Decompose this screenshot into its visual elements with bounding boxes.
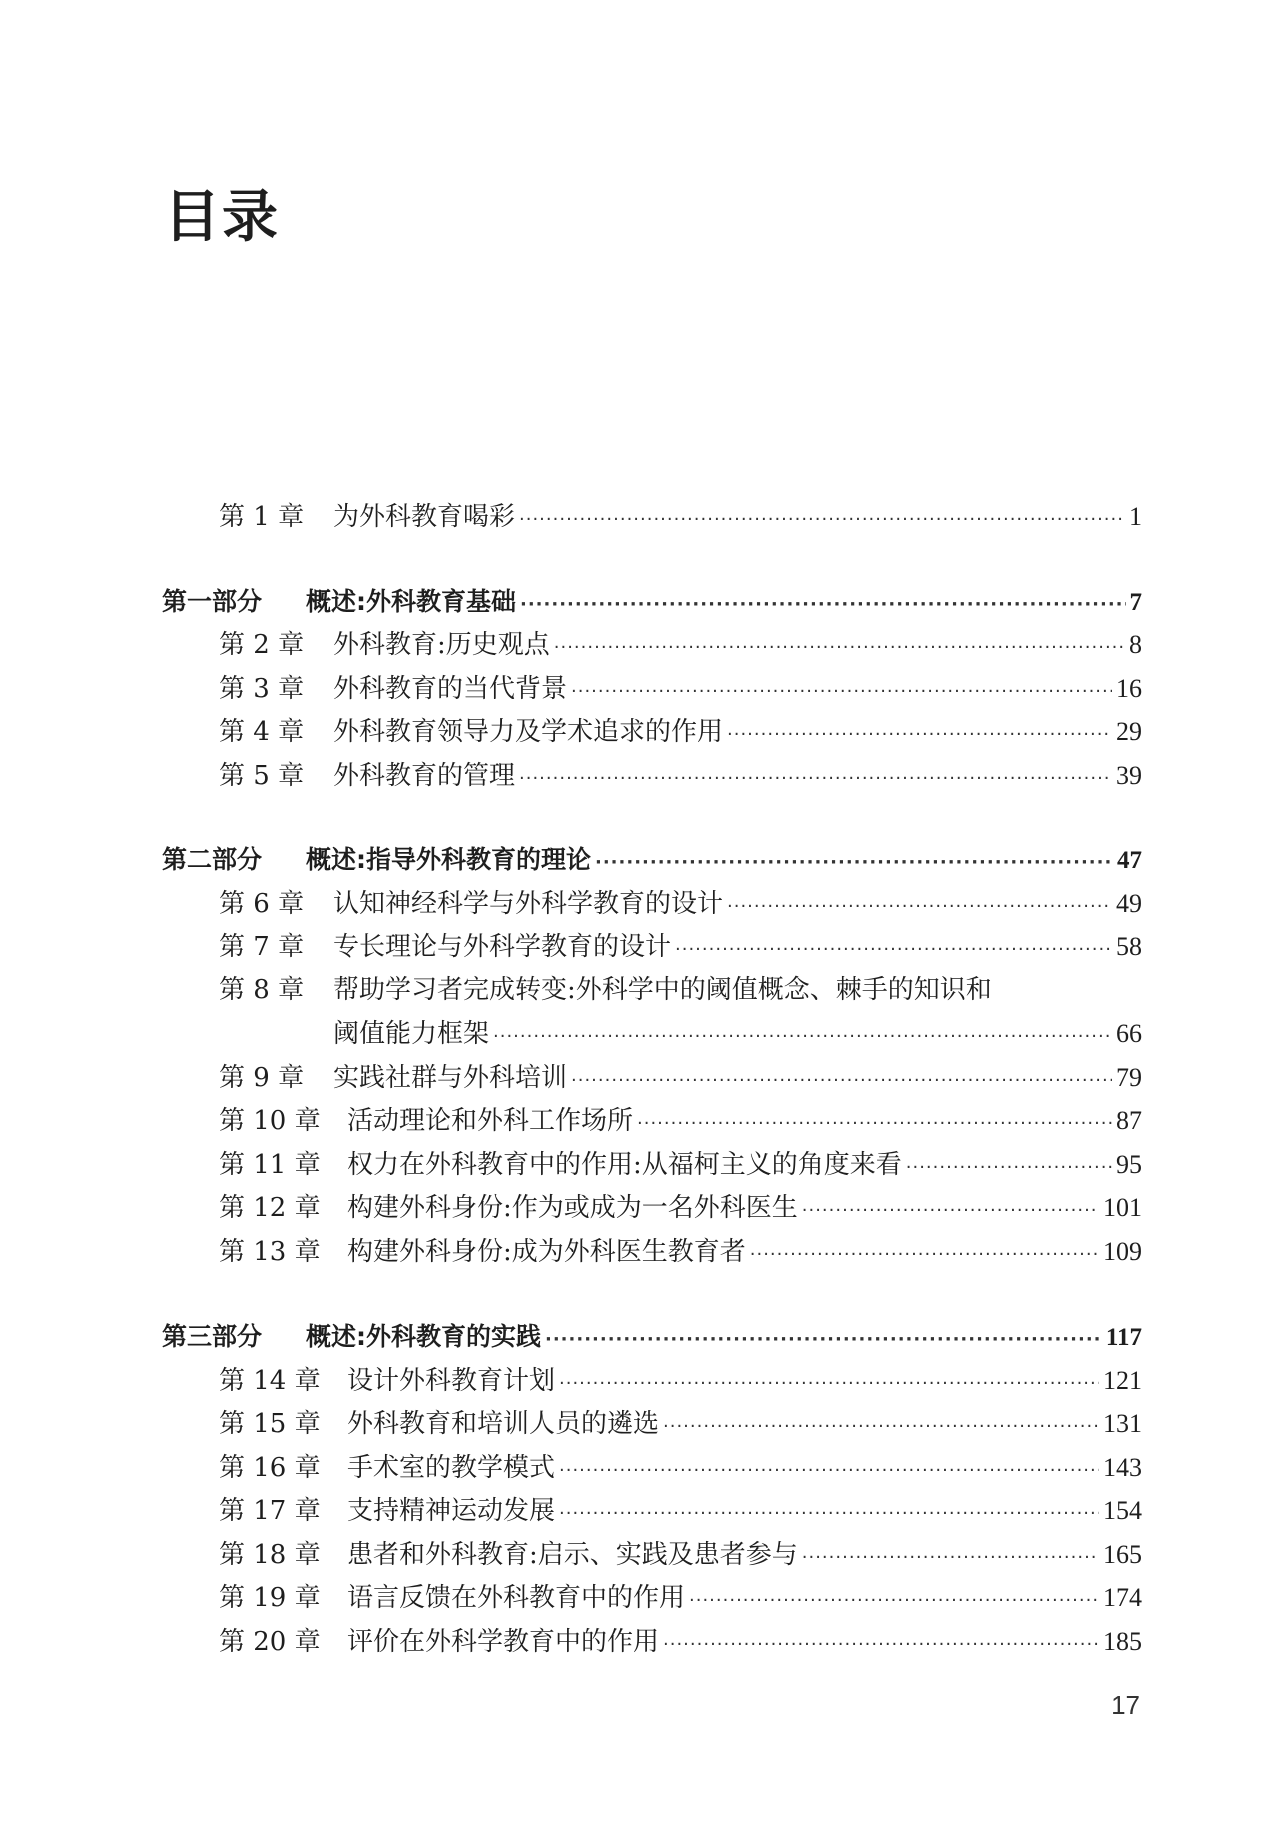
chapter-label: 第 11 章 [219, 1149, 321, 1180]
chapter-title: 为外科教育喝彩 [333, 502, 516, 532]
page-ref: 154 [1103, 1496, 1142, 1525]
toc-entry-chapter-4[interactable] [162, 710, 1142, 754]
dot-leader [727, 885, 1112, 929]
page-ref: 109 [1103, 1236, 1142, 1266]
dot-leader [750, 1233, 1099, 1277]
dot-leader [675, 928, 1112, 972]
page-ref: 121 [1103, 1365, 1142, 1395]
chapter-label: 第 20 章 [219, 1626, 321, 1657]
chapter-label: 第 18 章 [219, 1539, 321, 1570]
page-ref: 117 [1105, 1324, 1142, 1351]
dot-leader [545, 1318, 1102, 1362]
dot-leader [802, 1189, 1099, 1233]
dot-leader [559, 1362, 1099, 1406]
page-ref: 87 [1116, 1106, 1142, 1135]
dot-leader [571, 1059, 1112, 1103]
page-ref: 185 [1103, 1626, 1142, 1656]
toc-entry-chapter-19[interactable] [162, 1576, 1142, 1620]
chapter-title: 外科教育的当代背景 [333, 673, 568, 704]
chapter-label: 第 6 章 [219, 888, 305, 919]
dot-leader [663, 1405, 1099, 1449]
dot-leader [559, 1449, 1099, 1493]
page-ref: 101 [1103, 1193, 1142, 1222]
part-title: 概述:外科教育基础 [306, 586, 516, 616]
dot-leader [906, 1146, 1112, 1190]
toc-entry-chapter-9[interactable] [162, 1056, 1142, 1100]
dot-leader [519, 757, 1112, 801]
page-ref: 58 [1116, 932, 1142, 961]
page-ref: 49 [1116, 888, 1142, 918]
chapter-label: 第 13 章 [219, 1236, 321, 1267]
chapter-label: 第 19 章 [219, 1583, 321, 1613]
toc-entry-chapter-3[interactable] [162, 667, 1142, 711]
dot-leader [727, 713, 1112, 757]
chapter-label: 第 17 章 [219, 1496, 321, 1526]
chapter-label: 第 4 章 [219, 717, 305, 747]
chapter-label: 第 16 章 [219, 1452, 321, 1483]
dot-leader [689, 1579, 1099, 1623]
chapter-label: 第 2 章 [219, 630, 305, 660]
dot-leader [520, 583, 1126, 627]
chapter-title: 外科教育:历史观点 [333, 630, 550, 660]
page-ref: 174 [1103, 1583, 1142, 1612]
part-label: 第一部分 [162, 586, 263, 616]
page-ref: 29 [1116, 717, 1142, 746]
toc-entry-chapter-13[interactable] [162, 1230, 1142, 1274]
toc-entry-chapter-5[interactable] [162, 754, 1142, 798]
chapter-title: 设计外科教育计划 [347, 1365, 556, 1396]
toc-entry-chapter-20[interactable] [162, 1620, 1142, 1664]
page-ref: 8 [1129, 630, 1142, 659]
toc-entry-chapter-8[interactable] [162, 969, 1142, 1013]
dot-leader [571, 670, 1112, 714]
chapter-title: 活动理论和外科工作场所 [347, 1106, 634, 1136]
page-ref: 7 [1129, 588, 1142, 616]
toc-entry-chapter-12[interactable] [162, 1186, 1142, 1230]
chapter-title: 专长理论与外科学教育的设计 [333, 932, 672, 962]
part-label: 第三部分 [162, 1322, 263, 1351]
chapter-title: 语言反馈在外科教育中的作用 [347, 1583, 686, 1613]
part-title: 概述:外科教育的实践 [306, 1322, 541, 1351]
chapter-title: 构建外科身份:成为外科医生教育者 [347, 1236, 746, 1267]
page-ref: 1 [1129, 502, 1142, 531]
part-title: 概述:指导外科教育的理论 [306, 845, 591, 874]
toc-entry-chapter-16[interactable] [162, 1446, 1142, 1490]
dot-leader [802, 1536, 1099, 1580]
dot-leader [559, 1492, 1099, 1536]
chapter-title: 外科教育的管理 [333, 760, 516, 791]
chapter-title: 认知神经科学与外科学教育的设计 [333, 888, 724, 919]
chapter-label: 第 14 章 [219, 1365, 321, 1396]
toc-entry-part-2[interactable] [162, 838, 1142, 882]
dot-leader [493, 1015, 1112, 1059]
chapter-title: 支持精神运动发展 [347, 1496, 556, 1526]
page-ref: 143 [1103, 1452, 1142, 1482]
chapter-label: 第 15 章 [219, 1409, 321, 1439]
chapter-title: 外科教育领导力及学术追求的作用 [333, 717, 724, 747]
chapter-title: 实践社群与外科培训 [333, 1062, 568, 1093]
chapter-title: 患者和外科教育:启示、实践及患者参与 [347, 1539, 798, 1570]
chapter-label: 第 1 章 [219, 502, 305, 532]
part-label: 第二部分 [162, 845, 263, 874]
toc-entry-part-3[interactable] [162, 1315, 1142, 1359]
dot-leader [663, 1623, 1099, 1667]
dot-leader [519, 498, 1125, 542]
toc-entry-chapter-1[interactable] [162, 495, 1142, 539]
chapter-title: 外科教育和培训人员的遴选 [347, 1409, 660, 1439]
chapter-label: 第 5 章 [219, 760, 305, 791]
page-number: 17 [1111, 1690, 1140, 1720]
toc-entry-chapter-10[interactable] [162, 1099, 1142, 1143]
dot-leader [595, 841, 1113, 885]
toc-entry-chapter-8-continuation[interactable] [162, 1012, 1142, 1056]
table-of-contents [162, 495, 1142, 1663]
toc-entry-chapter-2[interactable] [162, 623, 1142, 667]
chapter-title: 手术室的教学模式 [347, 1452, 556, 1483]
dot-leader [637, 1102, 1112, 1146]
page-ref: 79 [1116, 1062, 1142, 1092]
toc-entry-chapter-15[interactable] [162, 1402, 1142, 1446]
chapter-label: 第 12 章 [219, 1193, 321, 1223]
page-title: 目录 [164, 185, 280, 250]
page-ref: 47 [1117, 847, 1142, 874]
dot-leader [554, 626, 1125, 670]
page-ref: 66 [1116, 1019, 1142, 1048]
chapter-title: 帮助学习者完成转变:外科学中的阈值概念、棘手的知识和 [333, 974, 992, 1005]
toc-entry-chapter-6[interactable] [162, 882, 1142, 926]
toc-entry-chapter-7[interactable] [162, 925, 1142, 969]
page-ref: 39 [1116, 760, 1142, 790]
chapter-label: 第 10 章 [219, 1106, 321, 1136]
page-ref: 131 [1103, 1409, 1142, 1438]
chapter-label: 第 9 章 [219, 1062, 305, 1093]
chapter-label: 第 8 章 [219, 974, 305, 1005]
chapter-label: 第 7 章 [219, 932, 305, 962]
chapter-title: 评价在外科学教育中的作用 [347, 1626, 660, 1657]
toc-entry-chapter-17[interactable] [162, 1489, 1142, 1533]
toc-entry-part-1[interactable] [162, 580, 1142, 624]
toc-entry-chapter-11[interactable] [162, 1143, 1142, 1187]
page-ref: 165 [1103, 1539, 1142, 1569]
chapter-title-continuation: 阈值能力框架 [333, 1019, 490, 1049]
toc-entry-chapter-14[interactable] [162, 1359, 1142, 1403]
chapter-label: 第 3 章 [219, 673, 305, 704]
toc-entry-chapter-18[interactable] [162, 1533, 1142, 1577]
chapter-title: 构建外科身份:作为或成为一名外科医生 [347, 1193, 798, 1223]
chapter-title: 权力在外科教育中的作用:从福柯主义的角度来看 [347, 1149, 902, 1180]
page-ref: 95 [1116, 1149, 1142, 1179]
page-ref: 16 [1116, 673, 1142, 703]
